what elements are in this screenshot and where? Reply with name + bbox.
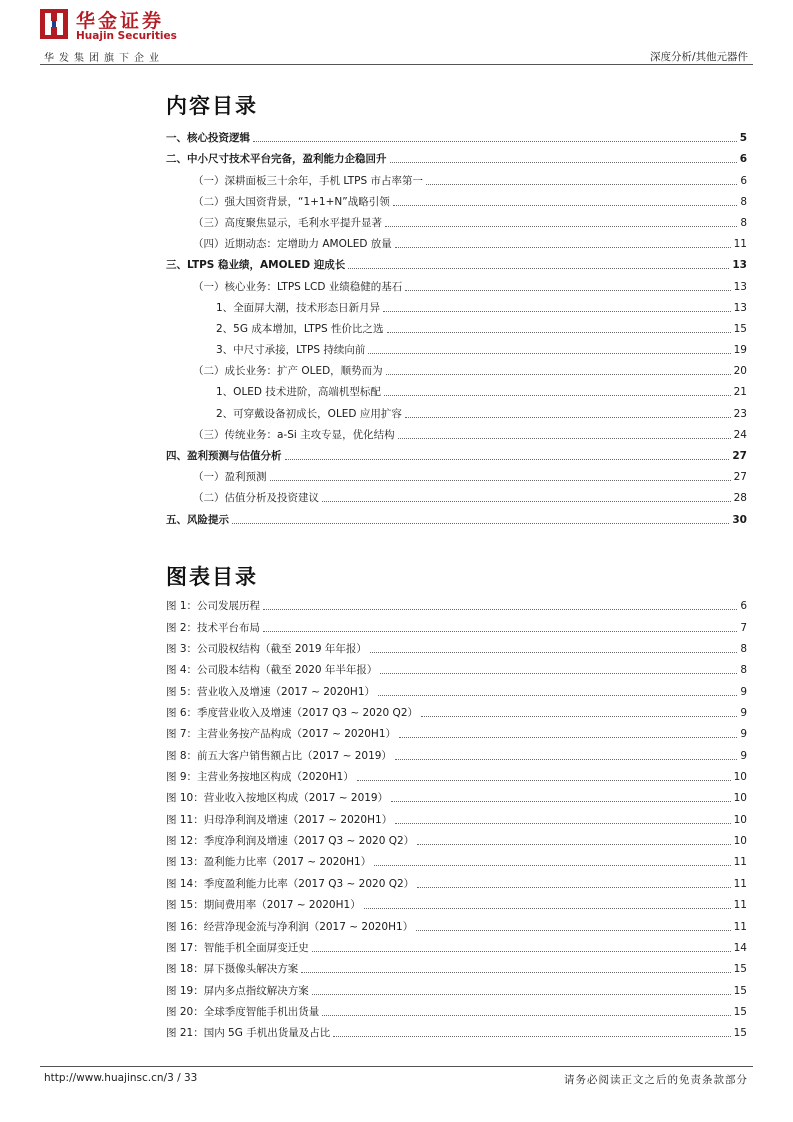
entry-title: 图 2：技术平台布局 <box>166 621 261 634</box>
entry-page-number: 6 <box>740 600 747 613</box>
entry-page-number: 6 <box>739 153 747 166</box>
entry-title: 图 7：主营业务按产品构成（2017 ~ 2020H1） <box>166 728 397 741</box>
figure-entry[interactable] <box>166 635 747 656</box>
entry-page-number: 10 <box>733 813 747 826</box>
figure-entry[interactable] <box>166 613 747 634</box>
dot-leader <box>421 716 737 717</box>
figure-entry[interactable] <box>166 677 747 698</box>
entry-title: （二）成长业务：扩产 OLED，顺势而为 <box>193 365 383 378</box>
entry-page-number: 9 <box>740 728 747 741</box>
figure-entry[interactable] <box>166 912 747 933</box>
toc-entry[interactable] <box>166 166 747 187</box>
figure-entry[interactable] <box>166 891 747 912</box>
dot-leader <box>395 759 737 760</box>
entry-page-number: 24 <box>733 428 747 441</box>
figure-entry[interactable] <box>166 827 747 848</box>
dot-leader <box>348 268 729 269</box>
dot-leader <box>322 501 731 502</box>
dot-leader <box>398 438 731 439</box>
entry-page-number: 15 <box>733 984 747 997</box>
entry-page-number: 23 <box>733 407 747 420</box>
entry-title: 图 1：公司发展历程 <box>166 600 261 613</box>
dot-leader <box>417 887 730 888</box>
entry-page-number: 9 <box>740 685 747 698</box>
dot-leader <box>386 374 731 375</box>
toc-entry[interactable] <box>166 294 747 315</box>
toc-entry[interactable] <box>166 315 747 336</box>
brand-name-en: Huajin Securities <box>76 30 177 42</box>
toc-entry[interactable] <box>166 209 747 230</box>
toc-entry[interactable] <box>166 230 747 251</box>
dot-leader <box>357 780 731 781</box>
toc-entry[interactable] <box>166 378 747 399</box>
entry-page-number: 21 <box>733 386 747 399</box>
entry-page-number: 5 <box>739 132 747 145</box>
toc-entry[interactable] <box>166 442 747 463</box>
entry-title: 图 11：归母净利润及增速（2017 ~ 2020H1） <box>166 813 393 826</box>
entry-page-number: 8 <box>740 216 747 229</box>
entry-page-number: 8 <box>740 195 747 208</box>
dot-leader <box>374 865 730 866</box>
entry-title: 五、风险提示 <box>166 513 229 526</box>
figure-entry[interactable] <box>166 784 747 805</box>
figure-entry[interactable] <box>166 976 747 997</box>
entry-page-number: 13 <box>733 301 747 314</box>
entry-page-number: 10 <box>733 792 747 805</box>
toc-entry[interactable] <box>166 251 747 272</box>
entry-title: 图 5：营业收入及增速（2017 ~ 2020H1） <box>166 685 376 698</box>
report-category: 深度分析/其他元器件 <box>649 51 748 63</box>
entry-page-number: 15 <box>733 1005 747 1018</box>
dot-leader <box>370 652 737 653</box>
entry-page-number: 15 <box>733 1027 747 1040</box>
dot-leader <box>426 184 737 185</box>
entry-title: 图 3：公司股权结构（截至 2019 年年报） <box>166 643 367 656</box>
entry-title: （一）核心业务：LTPS LCD 业绩稳健的基石 <box>193 280 403 293</box>
entry-title: 图 19：屏内多点指纹解决方案 <box>166 984 309 997</box>
entry-title: （一）深耕面板三十余年，手机 LTPS 市占率第一 <box>193 174 423 187</box>
entry-title: 2、5G 成本增加，LTPS 性价比之选 <box>216 322 384 335</box>
entry-page-number: 15 <box>733 963 747 976</box>
entry-page-number: 11 <box>733 877 747 890</box>
figures-title: 图表目录 <box>166 565 258 589</box>
entry-title: 图 9：主营业务按地区构成（2020H1） <box>166 771 354 784</box>
dot-leader <box>399 737 737 738</box>
entry-page-number: 15 <box>733 322 747 335</box>
figure-entry[interactable] <box>166 998 747 1019</box>
entry-title: 图 16：经营净现金流与净利润（2017 ~ 2020H1） <box>166 920 414 933</box>
table-of-contents <box>166 124 747 527</box>
footer-divider <box>40 1066 753 1067</box>
toc-entry[interactable] <box>166 357 747 378</box>
dot-leader <box>393 205 738 206</box>
dot-leader <box>263 609 737 610</box>
entry-page-number: 19 <box>733 344 747 357</box>
figure-entry[interactable] <box>166 592 747 613</box>
entry-title: 图 10：营业收入按地区构成（2017 ~ 2019） <box>166 792 389 805</box>
dot-leader <box>405 290 730 291</box>
figure-entry[interactable] <box>166 720 747 741</box>
toc-entry[interactable] <box>166 484 747 505</box>
dot-leader <box>322 1015 730 1016</box>
entry-title: （二）强大国资背景，“1+1+N”战略引领 <box>193 195 390 208</box>
entry-page-number: 14 <box>733 941 747 954</box>
entry-title: 图 15：期间费用率（2017 ~ 2020H1） <box>166 899 361 912</box>
toc-entry[interactable] <box>166 124 747 145</box>
figure-entry[interactable] <box>166 741 747 762</box>
entry-title: （四）近期动态：定增助力 AMOLED 放量 <box>193 238 392 251</box>
entry-page-number: 11 <box>733 899 747 912</box>
group-tagline: 华发集团旗下企业 <box>44 53 164 64</box>
dot-leader <box>263 631 737 632</box>
entry-title: （二）估值分析及投资建议 <box>193 492 319 505</box>
entry-title: 图 6：季度营业收入及增速（2017 Q3 ~ 2020 Q2） <box>166 707 418 720</box>
entry-page-number: 9 <box>740 749 747 762</box>
dot-leader <box>270 480 731 481</box>
dot-leader <box>333 1036 730 1037</box>
dot-leader <box>416 930 730 931</box>
entry-page-number: 11 <box>733 920 747 933</box>
entry-page-number: 13 <box>732 259 747 272</box>
dot-leader <box>380 673 737 674</box>
dot-leader <box>232 523 729 524</box>
contents-title: 内容目录 <box>166 94 258 118</box>
entry-page-number: 9 <box>740 707 747 720</box>
entry-title: 四、盈利预测与估值分析 <box>166 450 282 462</box>
dot-leader <box>312 951 731 952</box>
entry-page-number: 7 <box>740 621 747 634</box>
figure-entry[interactable] <box>166 1019 747 1040</box>
dot-leader <box>405 417 731 418</box>
entry-title: （一）盈利预测 <box>193 471 267 484</box>
toc-entry[interactable] <box>166 145 747 166</box>
dot-leader <box>383 311 730 312</box>
dot-leader <box>378 695 737 696</box>
toc-entry[interactable] <box>166 399 747 420</box>
toc-entry[interactable] <box>166 421 747 442</box>
entry-title: 三、LTPS 稳业绩，AMOLED 迎成长 <box>166 259 346 272</box>
entry-page-number: 10 <box>733 835 747 848</box>
dot-leader <box>364 908 731 909</box>
figure-entry[interactable] <box>166 699 747 720</box>
dot-leader <box>395 247 731 248</box>
entry-title: 图 4：公司股本结构（截至 2020 年半年报） <box>166 664 378 677</box>
entry-title: （三）传统业务：a-Si 主攻专显，优化结构 <box>193 428 395 441</box>
header-divider <box>40 64 753 65</box>
entry-title: 图 13：盈利能力比率（2017 ~ 2020H1） <box>166 856 372 869</box>
entry-page-number: 8 <box>740 664 747 677</box>
dot-leader <box>387 332 731 333</box>
footer-disclaimer-note: 请务必阅读正文之后的免责条款部分 <box>564 1074 748 1086</box>
entry-page-number: 28 <box>733 492 747 505</box>
entry-page-number: 27 <box>732 450 747 462</box>
entry-title: 一、核心投资逻辑 <box>166 132 250 145</box>
entry-title: 1、全面屏大潮，技术形态日新月异 <box>216 301 381 314</box>
entry-title: 图 17：智能手机全面屏变迁史 <box>166 941 309 954</box>
toc-entry[interactable] <box>166 505 747 526</box>
figure-entry[interactable] <box>166 763 747 784</box>
dot-leader <box>368 353 730 354</box>
huajin-logo-icon <box>40 9 68 39</box>
figure-entry[interactable] <box>166 934 747 955</box>
figure-entry[interactable] <box>166 955 747 976</box>
dot-leader <box>285 459 730 460</box>
entry-title: 图 12：季度净利润及增速（2017 Q3 ~ 2020 Q2） <box>166 835 415 848</box>
entry-title: 图 21：国内 5G 手机出货量及占比 <box>166 1027 331 1040</box>
page-header <box>0 0 793 66</box>
toc-entry[interactable] <box>166 272 747 293</box>
entry-page-number: 10 <box>733 771 747 784</box>
entry-page-number: 20 <box>733 365 747 378</box>
figure-entry[interactable] <box>166 848 747 869</box>
entry-page-number: 11 <box>733 238 747 251</box>
dot-leader <box>390 162 737 163</box>
entry-title: 图 8：前五大客户销售额占比（2017 ~ 2019） <box>166 749 392 762</box>
dot-leader <box>301 972 730 973</box>
entry-title: 2、可穿戴设备初成长，OLED 应用扩容 <box>216 407 402 420</box>
entry-page-number: 8 <box>740 643 747 656</box>
entry-title: 图 14：季度盈利能力比率（2017 Q3 ~ 2020 Q2） <box>166 877 415 890</box>
dot-leader <box>384 395 731 396</box>
figure-list <box>166 592 747 1040</box>
dot-leader <box>385 226 737 227</box>
entry-title: 3、中尺寸承接，LTPS 持续向前 <box>216 344 366 357</box>
figure-entry[interactable] <box>166 656 747 677</box>
entry-title: 图 18：屏下摄像头解决方案 <box>166 963 299 976</box>
brand-name-cn: 华金证券 <box>76 10 165 32</box>
entry-page-number: 30 <box>732 513 747 526</box>
toc-entry[interactable] <box>166 188 747 209</box>
entry-page-number: 6 <box>740 174 747 187</box>
entry-title: 二、中小尺寸技术平台完备，盈利能力企稳回升 <box>166 153 387 166</box>
entry-page-number: 11 <box>733 856 747 869</box>
dot-leader <box>391 801 731 802</box>
dot-leader <box>417 844 730 845</box>
entry-title: 1、OLED 技术进阶，高端机型标配 <box>216 386 381 399</box>
entry-page-number: 13 <box>733 280 747 293</box>
toc-entry[interactable] <box>166 336 747 357</box>
toc-entry[interactable] <box>166 463 747 484</box>
entry-title: （三）高度聚焦显示，毛利水平提升显著 <box>193 216 382 229</box>
dot-leader <box>253 141 737 142</box>
footer-url-page[interactable]: http://www.huajinsc.cn/3 / 33 <box>44 1072 198 1084</box>
entry-page-number: 27 <box>733 471 747 484</box>
dot-leader <box>312 994 731 995</box>
dot-leader <box>395 823 730 824</box>
figure-entry[interactable] <box>166 869 747 890</box>
entry-title: 图 20：全球季度智能手机出货量 <box>166 1005 320 1018</box>
figure-entry[interactable] <box>166 805 747 826</box>
